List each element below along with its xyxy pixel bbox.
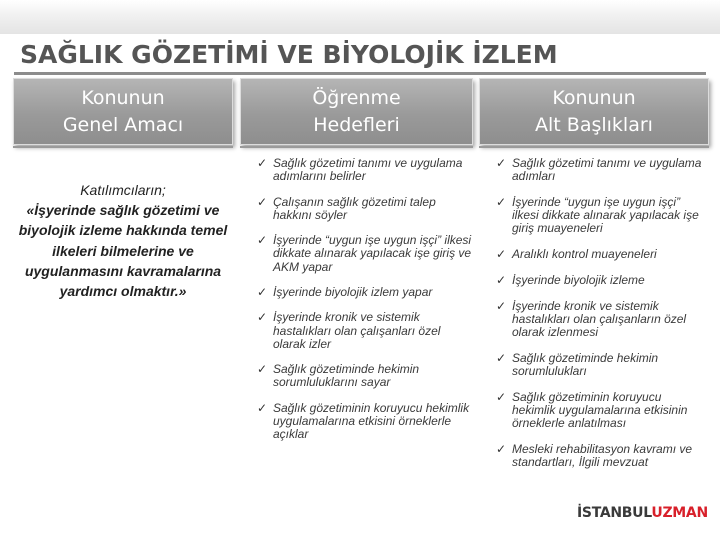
list-item-text: İşyerinde kronik ve sistemik hastalıkları olan çalışanların özel olarak izlenmesi: [512, 298, 687, 340]
list-item: [257, 286, 472, 299]
column-divider: [479, 146, 709, 148]
list-item: [257, 402, 472, 442]
header-general-purpose-line2: Genel Amacı: [62, 113, 184, 136]
list-item: [496, 391, 708, 431]
check-icon: ✓: [496, 156, 507, 170]
header-learning-objectives: [240, 78, 473, 145]
check-icon: ✓: [496, 298, 507, 313]
brand-logo-part1: İSTANBUL: [577, 505, 652, 521]
list-item-text: Sağlık gözetiminin koruyucu hekimlik uygulamalarına etkisini örneklerle açıklar: [273, 400, 470, 442]
general-purpose-text: [16, 180, 230, 301]
list-item-text: Mesleki rehabilitasyon kavramı ve standartları, İlgili mevzuat: [512, 442, 693, 470]
header-learning-objectives-line1: Öğrenme: [312, 86, 401, 109]
list-item-text: Sağlık gözetiminde hekimin sorumluluklarını sayar: [273, 362, 420, 390]
check-icon: ✓: [257, 194, 268, 209]
list-item: [496, 196, 708, 236]
header-learning-objectives-line2: Hedefleri: [313, 113, 400, 136]
column-divider: [13, 146, 233, 148]
list-item-text: İşyerinde “uygun işe uygun işçi” ilkesi dikkate alınarak yapılacak işe giriş ve AKM yapar: [273, 233, 472, 274]
check-icon: ✓: [257, 362, 268, 377]
list-item: [257, 311, 472, 351]
list-item-text: İşyerinde biyolojik izleme: [512, 273, 645, 287]
check-icon: ✓: [496, 351, 507, 365]
list-item: [496, 248, 708, 261]
list-item-text: Sağlık gözetiminin koruyucu hekimlik uygulamalarına etkisinin örneklerle anlatılması: [512, 390, 688, 431]
header-subtopics-line2: Alt Başlıkları: [535, 113, 653, 136]
list-item: [496, 300, 708, 340]
brand-logo-part2: UZMAN: [651, 505, 708, 521]
list-item: [496, 157, 708, 183]
purpose-lead: Katılımcıların;: [80, 182, 166, 198]
brand-logo: [577, 505, 708, 521]
list-item: [496, 443, 708, 469]
list-item-text: Sağlık gözetiminde hekimin sorumlulukları: [512, 351, 659, 379]
list-item: [257, 157, 472, 183]
purpose-body: «İşyerinde sağlık gözetimi ve biyolojik izleme hakkında temel ilkeleri bilmelerine ve uygulanmasını kavramalarına yardımcı olmaktır.»: [18, 202, 228, 300]
list-item: [496, 352, 708, 378]
list-item-text: Sağlık gözetimi tanımı ve uygulama adımları: [512, 156, 702, 184]
list-item-text: İşyerinde biyolojik izlem yapar: [273, 284, 433, 299]
check-icon: ✓: [496, 390, 507, 404]
list-item: [257, 196, 472, 222]
list-item-text: İşyerinde kronik ve sistemik hastalıkları olan çalışanları özel olarak izler: [273, 310, 441, 351]
list-item: [257, 234, 472, 274]
column-divider: [240, 146, 473, 148]
learning-objectives-list: [257, 157, 472, 454]
header-general-purpose: [13, 78, 233, 145]
check-icon: ✓: [257, 284, 268, 299]
top-gradient-bar: [0, 0, 720, 34]
check-icon: ✓: [496, 247, 507, 262]
slide-title: SAĞLIK GÖZETİMİ VE BİYOLOJİK İZLEM: [20, 40, 558, 69]
header-subtopics: [479, 78, 709, 145]
list-item: [496, 274, 708, 287]
list-item-text: Sağlık gözetimi tanımı ve uygulama adımlarını belirler: [273, 156, 463, 184]
list-item-text: Çalışanın sağlık gözetimi talep hakkını söyler: [273, 194, 436, 222]
check-icon: ✓: [257, 233, 268, 248]
title-divider: [14, 72, 706, 75]
header-general-purpose-line1: Konunun: [81, 86, 165, 109]
list-item: [257, 363, 472, 389]
check-icon: ✓: [496, 195, 507, 209]
check-icon: ✓: [257, 156, 268, 170]
check-icon: ✓: [496, 273, 507, 287]
list-item-text: İşyerinde “uygun işe uygun işçi” ilkesi dikkate alınarak yapılacak işe giriş muayeneleri: [512, 195, 699, 236]
check-icon: ✓: [257, 400, 268, 415]
header-subtopics-line1: Konunun: [552, 86, 636, 109]
check-icon: ✓: [496, 442, 507, 457]
check-icon: ✓: [257, 310, 268, 325]
subtopics-list: [496, 157, 708, 482]
list-item-text: Aralıklı kontrol muayeneleri: [512, 247, 657, 262]
